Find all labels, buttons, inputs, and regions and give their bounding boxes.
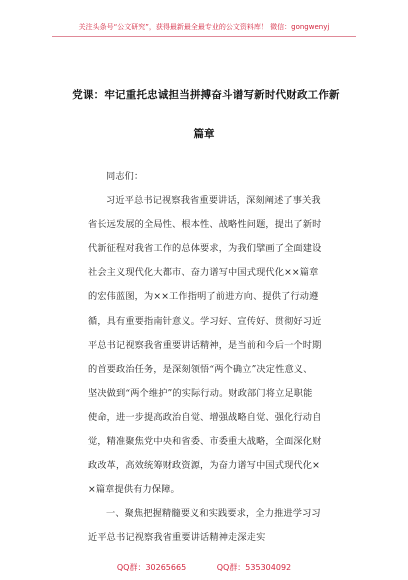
document-title: 党课：牢记重托忠诚担当拼搏奋斗谱写新时代财政工作新: [72, 89, 340, 101]
body-line: 循，具有重要指南针意义。学习好、宣传好、贯彻好习近: [88, 315, 322, 327]
body-line: 的首要政治任务，是深刻领悟“两个确立”决定性意义、: [88, 363, 313, 375]
section-heading: 一、聚焦把握精髓要义和实践要求，全力推进学习习: [106, 508, 321, 520]
body-line: 平总书记视察我省重要讲话精神，是当前和今后一个时期: [88, 339, 322, 351]
body-line: 坚决做到“两个维护”的实际行动。财政部门将立足职能: [88, 387, 313, 399]
body-line: 省长远发展的全局性、根本性、战略性问题，提出了新时: [88, 219, 322, 231]
header-rule: [52, 36, 356, 37]
body-line: 觉，精准聚焦党中央和省委、市委重大战略，全面深化财: [88, 436, 322, 448]
body-line: 政改革，高效统筹财政资源，为奋力谱写中国式现代化×: [88, 460, 320, 472]
body-line: 社会主义现代化大都市、奋力谱写中国式现代化××篇章: [88, 267, 319, 279]
body-line: 代新征程对我省工作的总体要求，为我们擘画了全面建设: [88, 243, 322, 255]
body-line: ×篇章提供有力保障。: [88, 484, 180, 496]
footer-qq-group-1: QQ群：30265665: [116, 563, 187, 572]
salutation: 同志们：: [106, 171, 144, 182]
document-title-continued: 篇章: [193, 128, 215, 140]
footer-contacts: [0, 562, 408, 573]
body-line: 使命，进一步提高政治自觉、增强战略自觉、强化行动自: [88, 411, 322, 423]
section-heading-continued: 近平总书记视察我省重要讲话精神走深走实: [88, 532, 266, 544]
footer-qq-group-2: QQ群：535304092: [216, 563, 292, 572]
document-body: [88, 165, 329, 551]
body-line: 习近平总书记视察我省重要讲话，深刻阐述了事关我: [106, 195, 321, 207]
body-line: 的宏伟蓝图，为××工作指明了前进方向、提供了行动遵: [88, 291, 319, 303]
header-notice: 关注头条号“公文研究”，获得最新最全最专业的公文资料库！ 微信：gongwenyj: [78, 23, 330, 31]
